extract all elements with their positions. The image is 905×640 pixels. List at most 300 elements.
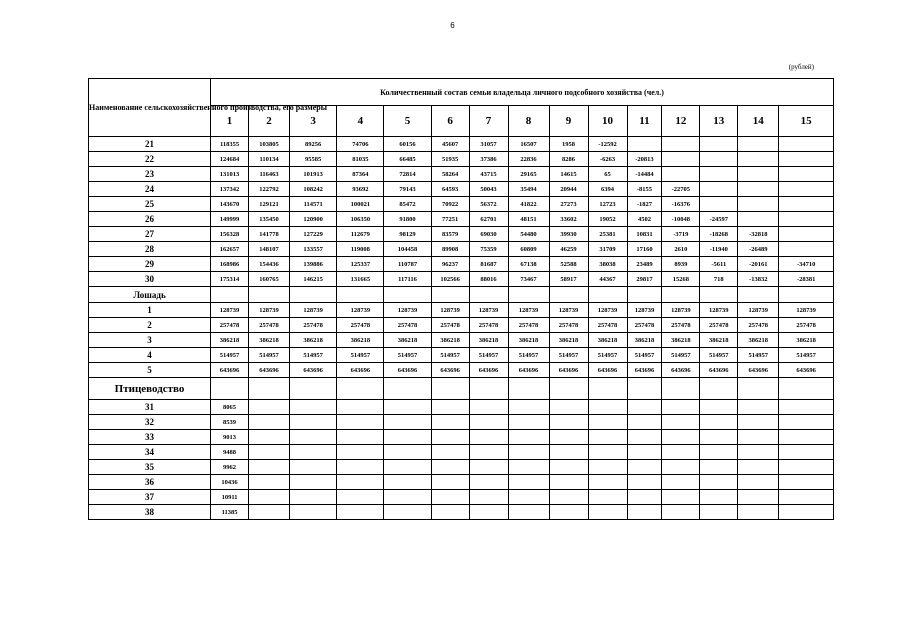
empty-cell: [469, 378, 508, 400]
table-cell: 114571: [290, 197, 337, 212]
table-cell: 128739: [588, 303, 627, 318]
table-cell: 88016: [469, 272, 508, 287]
table-cell: [627, 415, 662, 430]
table-cell: 56372: [469, 197, 508, 212]
table-cell: 643696: [211, 363, 249, 378]
table-cell: [549, 430, 588, 445]
empty-cell: [627, 287, 662, 303]
table-cell: 643696: [384, 363, 431, 378]
row-label: 29: [89, 257, 211, 272]
empty-cell: [337, 287, 384, 303]
table-cell: [290, 505, 337, 520]
table-cell: 31709: [588, 242, 627, 257]
table-cell: 91800: [384, 212, 431, 227]
table-cell: 643696: [508, 363, 549, 378]
table-cell: 514957: [508, 348, 549, 363]
table-cell: 67138: [508, 257, 549, 272]
empty-cell: [337, 378, 384, 400]
row-label: 3: [89, 333, 211, 348]
table-row: [89, 475, 834, 490]
table-cell: 257478: [662, 318, 700, 333]
table-cell: 75359: [469, 242, 508, 257]
table-cell: 12723: [588, 197, 627, 212]
table-cell: 128739: [337, 303, 384, 318]
table-cell: 104458: [384, 242, 431, 257]
table-cell: -26489: [738, 242, 779, 257]
row-label: 2: [89, 318, 211, 333]
table-row: [89, 227, 834, 242]
table-cell: 85472: [384, 197, 431, 212]
table-cell: 514957: [290, 348, 337, 363]
table-cell: 643696: [337, 363, 384, 378]
table-cell: 2610: [662, 242, 700, 257]
table-cell: [662, 445, 700, 460]
table-cell: 128739: [738, 303, 779, 318]
table-cell: 386218: [508, 333, 549, 348]
table-cell: [549, 460, 588, 475]
table-cell: [779, 490, 834, 505]
table-cell: [290, 430, 337, 445]
table-cell: 643696: [290, 363, 337, 378]
row-label: 34: [89, 445, 211, 460]
table-cell: 257478: [211, 318, 249, 333]
table-cell: [431, 460, 469, 475]
table-cell: 58264: [431, 167, 469, 182]
empty-cell: [627, 378, 662, 400]
table-cell: 128739: [290, 303, 337, 318]
table-cell: [738, 197, 779, 212]
table-cell: [700, 197, 738, 212]
table-cell: 8286: [549, 152, 588, 167]
table-cell: 74706: [337, 137, 384, 152]
column-header-14: 14: [738, 106, 779, 137]
table-cell: [431, 490, 469, 505]
table-cell: 20944: [549, 182, 588, 197]
table-cell: [700, 137, 738, 152]
table-row: [89, 333, 834, 348]
table-cell: 8939: [662, 257, 700, 272]
table-cell: 69030: [469, 227, 508, 242]
table-cell: 102566: [431, 272, 469, 287]
table-cell: 45607: [431, 137, 469, 152]
units-note: (рублей): [788, 63, 814, 71]
table-cell: 8065: [211, 400, 249, 415]
table-cell: 128739: [384, 303, 431, 318]
table-cell: 128739: [779, 303, 834, 318]
table-cell: [738, 415, 779, 430]
table-cell: [588, 490, 627, 505]
table-cell: 146215: [290, 272, 337, 287]
table-cell: [779, 212, 834, 227]
table-cell: 386218: [588, 333, 627, 348]
table-cell: [337, 430, 384, 445]
table-row: [89, 460, 834, 475]
table-cell: 643696: [549, 363, 588, 378]
table-cell: 41822: [508, 197, 549, 212]
table-cell: 89256: [290, 137, 337, 152]
table-cell: [779, 152, 834, 167]
column-header-12: 12: [662, 106, 700, 137]
table-cell: 62701: [469, 212, 508, 227]
table-cell: 257478: [700, 318, 738, 333]
table-cell: [662, 152, 700, 167]
table-cell: 137342: [211, 182, 249, 197]
table-cell: [779, 415, 834, 430]
table-cell: 514957: [588, 348, 627, 363]
table-cell: [779, 227, 834, 242]
table-cell: 110787: [384, 257, 431, 272]
table-cell: -6263: [588, 152, 627, 167]
table-cell: 54480: [508, 227, 549, 242]
row-label: 21: [89, 137, 211, 152]
table-cell: 386218: [779, 333, 834, 348]
table-cell: [662, 415, 700, 430]
table-cell: 514957: [549, 348, 588, 363]
table-cell: [700, 460, 738, 475]
table-row: [89, 303, 834, 318]
table-cell: [662, 137, 700, 152]
table-cell: -10048: [662, 212, 700, 227]
table-cell: -32818: [738, 227, 779, 242]
table-cell: [249, 505, 290, 520]
table-cell: [469, 505, 508, 520]
table-cell: -16376: [662, 197, 700, 212]
empty-cell: [249, 287, 290, 303]
row-label: 30: [89, 272, 211, 287]
empty-cell: [700, 378, 738, 400]
table-cell: 386218: [290, 333, 337, 348]
table-cell: [508, 445, 549, 460]
table-cell: 514957: [249, 348, 290, 363]
table-cell: 133557: [290, 242, 337, 257]
table-cell: 120900: [290, 212, 337, 227]
table-cell: 156328: [211, 227, 249, 242]
table-cell: -28381: [779, 272, 834, 287]
table-cell: [738, 460, 779, 475]
table-cell: 25381: [588, 227, 627, 242]
table-cell: 1958: [549, 137, 588, 152]
table-cell: [337, 445, 384, 460]
empty-cell: [738, 378, 779, 400]
table-cell: 128739: [508, 303, 549, 318]
table-cell: 514957: [384, 348, 431, 363]
table-row: [89, 348, 834, 363]
table-cell: [508, 400, 549, 415]
table-cell: 27273: [549, 197, 588, 212]
table-cell: 117116: [384, 272, 431, 287]
table-cell: [700, 475, 738, 490]
table-cell: [384, 460, 431, 475]
table-cell: [627, 400, 662, 415]
row-label: 32: [89, 415, 211, 430]
column-header-2: 2: [249, 106, 290, 137]
table-cell: 257478: [384, 318, 431, 333]
empty-cell: [549, 378, 588, 400]
table-cell: [662, 400, 700, 415]
column-header-3: 3: [290, 106, 337, 137]
table-cell: 131665: [337, 272, 384, 287]
column-header-1: 1: [211, 106, 249, 137]
table-cell: [662, 430, 700, 445]
table-cell: [700, 430, 738, 445]
table-cell: -8155: [627, 182, 662, 197]
table-cell: 149999: [211, 212, 249, 227]
table-cell: [738, 167, 779, 182]
page-number: 6: [450, 21, 455, 30]
table-cell: [249, 490, 290, 505]
table-cell: 29817: [627, 272, 662, 287]
row-label: 26: [89, 212, 211, 227]
table-cell: 58917: [549, 272, 588, 287]
table-cell: 9962: [211, 460, 249, 475]
column-header-7: 7: [469, 106, 508, 137]
table-row: [89, 400, 834, 415]
table-cell: 386218: [662, 333, 700, 348]
table-cell: 70922: [431, 197, 469, 212]
row-label: 35: [89, 460, 211, 475]
table-cell: 125337: [337, 257, 384, 272]
table-cell: [290, 475, 337, 490]
table-cell: -3719: [662, 227, 700, 242]
section-title: Лошадь: [89, 287, 211, 303]
table-cell: [384, 400, 431, 415]
table-cell: [469, 490, 508, 505]
table-cell: 81035: [337, 152, 384, 167]
table-cell: 643696: [700, 363, 738, 378]
table-cell: 160765: [249, 272, 290, 287]
table-cell: 386218: [431, 333, 469, 348]
table-cell: 29165: [508, 167, 549, 182]
table-cell: 514957: [337, 348, 384, 363]
empty-cell: [384, 378, 431, 400]
table-row: [89, 430, 834, 445]
table-cell: 514957: [431, 348, 469, 363]
table-cell: 52588: [549, 257, 588, 272]
empty-cell: [508, 378, 549, 400]
table-cell: [779, 197, 834, 212]
table-cell: [469, 445, 508, 460]
table-cell: 22836: [508, 152, 549, 167]
table-row: [89, 318, 834, 333]
column-header-15: 15: [779, 106, 834, 137]
table-cell: 643696: [738, 363, 779, 378]
table-body: [89, 137, 834, 520]
table-cell: [469, 400, 508, 415]
table-cell: [384, 445, 431, 460]
table-cell: [738, 182, 779, 197]
empty-cell: [211, 378, 249, 400]
table-cell: 31057: [469, 137, 508, 152]
table-cell: [738, 137, 779, 152]
table-cell: 65: [588, 167, 627, 182]
table-cell: 128739: [662, 303, 700, 318]
table-cell: [549, 490, 588, 505]
table-cell: 514957: [779, 348, 834, 363]
table-cell: [588, 505, 627, 520]
table-cell: [384, 430, 431, 445]
table-cell: [249, 415, 290, 430]
table-cell: [627, 137, 662, 152]
table-cell: [779, 182, 834, 197]
table-cell: 4502: [627, 212, 662, 227]
data-table: [88, 78, 834, 520]
table-cell: 386218: [211, 333, 249, 348]
table-cell: [738, 475, 779, 490]
table-cell: 514957: [738, 348, 779, 363]
table-row: [89, 197, 834, 212]
table-cell: 386218: [627, 333, 662, 348]
row-label: 36: [89, 475, 211, 490]
table-row: [89, 212, 834, 227]
table-cell: 37386: [469, 152, 508, 167]
table-cell: [627, 460, 662, 475]
table-cell: [469, 430, 508, 445]
table-cell: [779, 445, 834, 460]
table-cell: 93692: [337, 182, 384, 197]
column-header-4: 4: [337, 106, 384, 137]
table-cell: [700, 152, 738, 167]
table-cell: [337, 460, 384, 475]
empty-cell: [469, 287, 508, 303]
table-cell: 128739: [469, 303, 508, 318]
row-label: 4: [89, 348, 211, 363]
table-cell: 386218: [738, 333, 779, 348]
table-cell: [588, 430, 627, 445]
table-cell: -34710: [779, 257, 834, 272]
table-cell: 175314: [211, 272, 249, 287]
column-header-5: 5: [384, 106, 431, 137]
table-cell: 643696: [431, 363, 469, 378]
table-cell: 514957: [662, 348, 700, 363]
table-cell: [469, 475, 508, 490]
empty-cell: [431, 287, 469, 303]
empty-cell: [662, 287, 700, 303]
table-cell: -1827: [627, 197, 662, 212]
table-cell: [662, 460, 700, 475]
table-cell: 38038: [588, 257, 627, 272]
table-cell: 128739: [431, 303, 469, 318]
section-row: [89, 378, 834, 400]
table-cell: [588, 445, 627, 460]
table-cell: 16507: [508, 137, 549, 152]
table-cell: 257478: [290, 318, 337, 333]
table-cell: [700, 415, 738, 430]
table-cell: [337, 475, 384, 490]
table-cell: 35494: [508, 182, 549, 197]
table-cell: [588, 475, 627, 490]
empty-cell: [779, 378, 834, 400]
table-cell: [549, 475, 588, 490]
table-cell: [738, 212, 779, 227]
table-cell: [384, 505, 431, 520]
column-header-6: 6: [431, 106, 469, 137]
table-cell: 168986: [211, 257, 249, 272]
table-cell: 43715: [469, 167, 508, 182]
table-cell: 122792: [249, 182, 290, 197]
table-cell: [431, 445, 469, 460]
row-label: 23: [89, 167, 211, 182]
table-cell: 129121: [249, 197, 290, 212]
table-row: [89, 363, 834, 378]
table-cell: [290, 415, 337, 430]
empty-cell: [779, 287, 834, 303]
table-cell: 386218: [384, 333, 431, 348]
table-cell: [469, 415, 508, 430]
table-cell: [337, 505, 384, 520]
table-cell: [508, 415, 549, 430]
table-cell: [508, 505, 549, 520]
table-cell: 124684: [211, 152, 249, 167]
table-cell: 257478: [627, 318, 662, 333]
table-cell: -20161: [738, 257, 779, 272]
table-cell: 66485: [384, 152, 431, 167]
empty-cell: [700, 287, 738, 303]
table-cell: [700, 182, 738, 197]
table-cell: [738, 400, 779, 415]
table-cell: 643696: [627, 363, 662, 378]
table-cell: [290, 460, 337, 475]
table-cell: 23489: [627, 257, 662, 272]
table-cell: [431, 400, 469, 415]
table-cell: 9013: [211, 430, 249, 445]
table-cell: [508, 490, 549, 505]
table-cell: 128739: [211, 303, 249, 318]
table-cell: [337, 400, 384, 415]
table-cell: 514957: [469, 348, 508, 363]
table-cell: 51935: [431, 152, 469, 167]
table-cell: [588, 400, 627, 415]
table-cell: 643696: [588, 363, 627, 378]
table-cell: [738, 505, 779, 520]
row-label: 38: [89, 505, 211, 520]
table-cell: [779, 400, 834, 415]
table-cell: [290, 400, 337, 415]
table-cell: [549, 400, 588, 415]
table-cell: 11385: [211, 505, 249, 520]
table-cell: 257478: [549, 318, 588, 333]
table-cell: 119008: [337, 242, 384, 257]
table-cell: 718: [700, 272, 738, 287]
table-cell: 257478: [431, 318, 469, 333]
table-cell: [779, 505, 834, 520]
row-label: 31: [89, 400, 211, 415]
table-cell: -24597: [700, 212, 738, 227]
table-cell: 148107: [249, 242, 290, 257]
table-cell: [384, 475, 431, 490]
table-cell: 135450: [249, 212, 290, 227]
table-cell: 141778: [249, 227, 290, 242]
table-cell: 514957: [700, 348, 738, 363]
table-cell: 386218: [700, 333, 738, 348]
table-cell: 118355: [211, 137, 249, 152]
table-cell: [384, 490, 431, 505]
table-cell: 19052: [588, 212, 627, 227]
table-cell: 103805: [249, 137, 290, 152]
table-cell: [384, 415, 431, 430]
empty-cell: [249, 378, 290, 400]
row-label: 1: [89, 303, 211, 318]
empty-cell: [508, 287, 549, 303]
table-cell: 10831: [627, 227, 662, 242]
empty-cell: [211, 287, 249, 303]
table-cell: 257478: [779, 318, 834, 333]
table-cell: -5611: [700, 257, 738, 272]
table-cell: [249, 460, 290, 475]
column-header-9: 9: [549, 106, 588, 137]
table-cell: 64593: [431, 182, 469, 197]
table-cell: [588, 460, 627, 475]
row-label: 24: [89, 182, 211, 197]
